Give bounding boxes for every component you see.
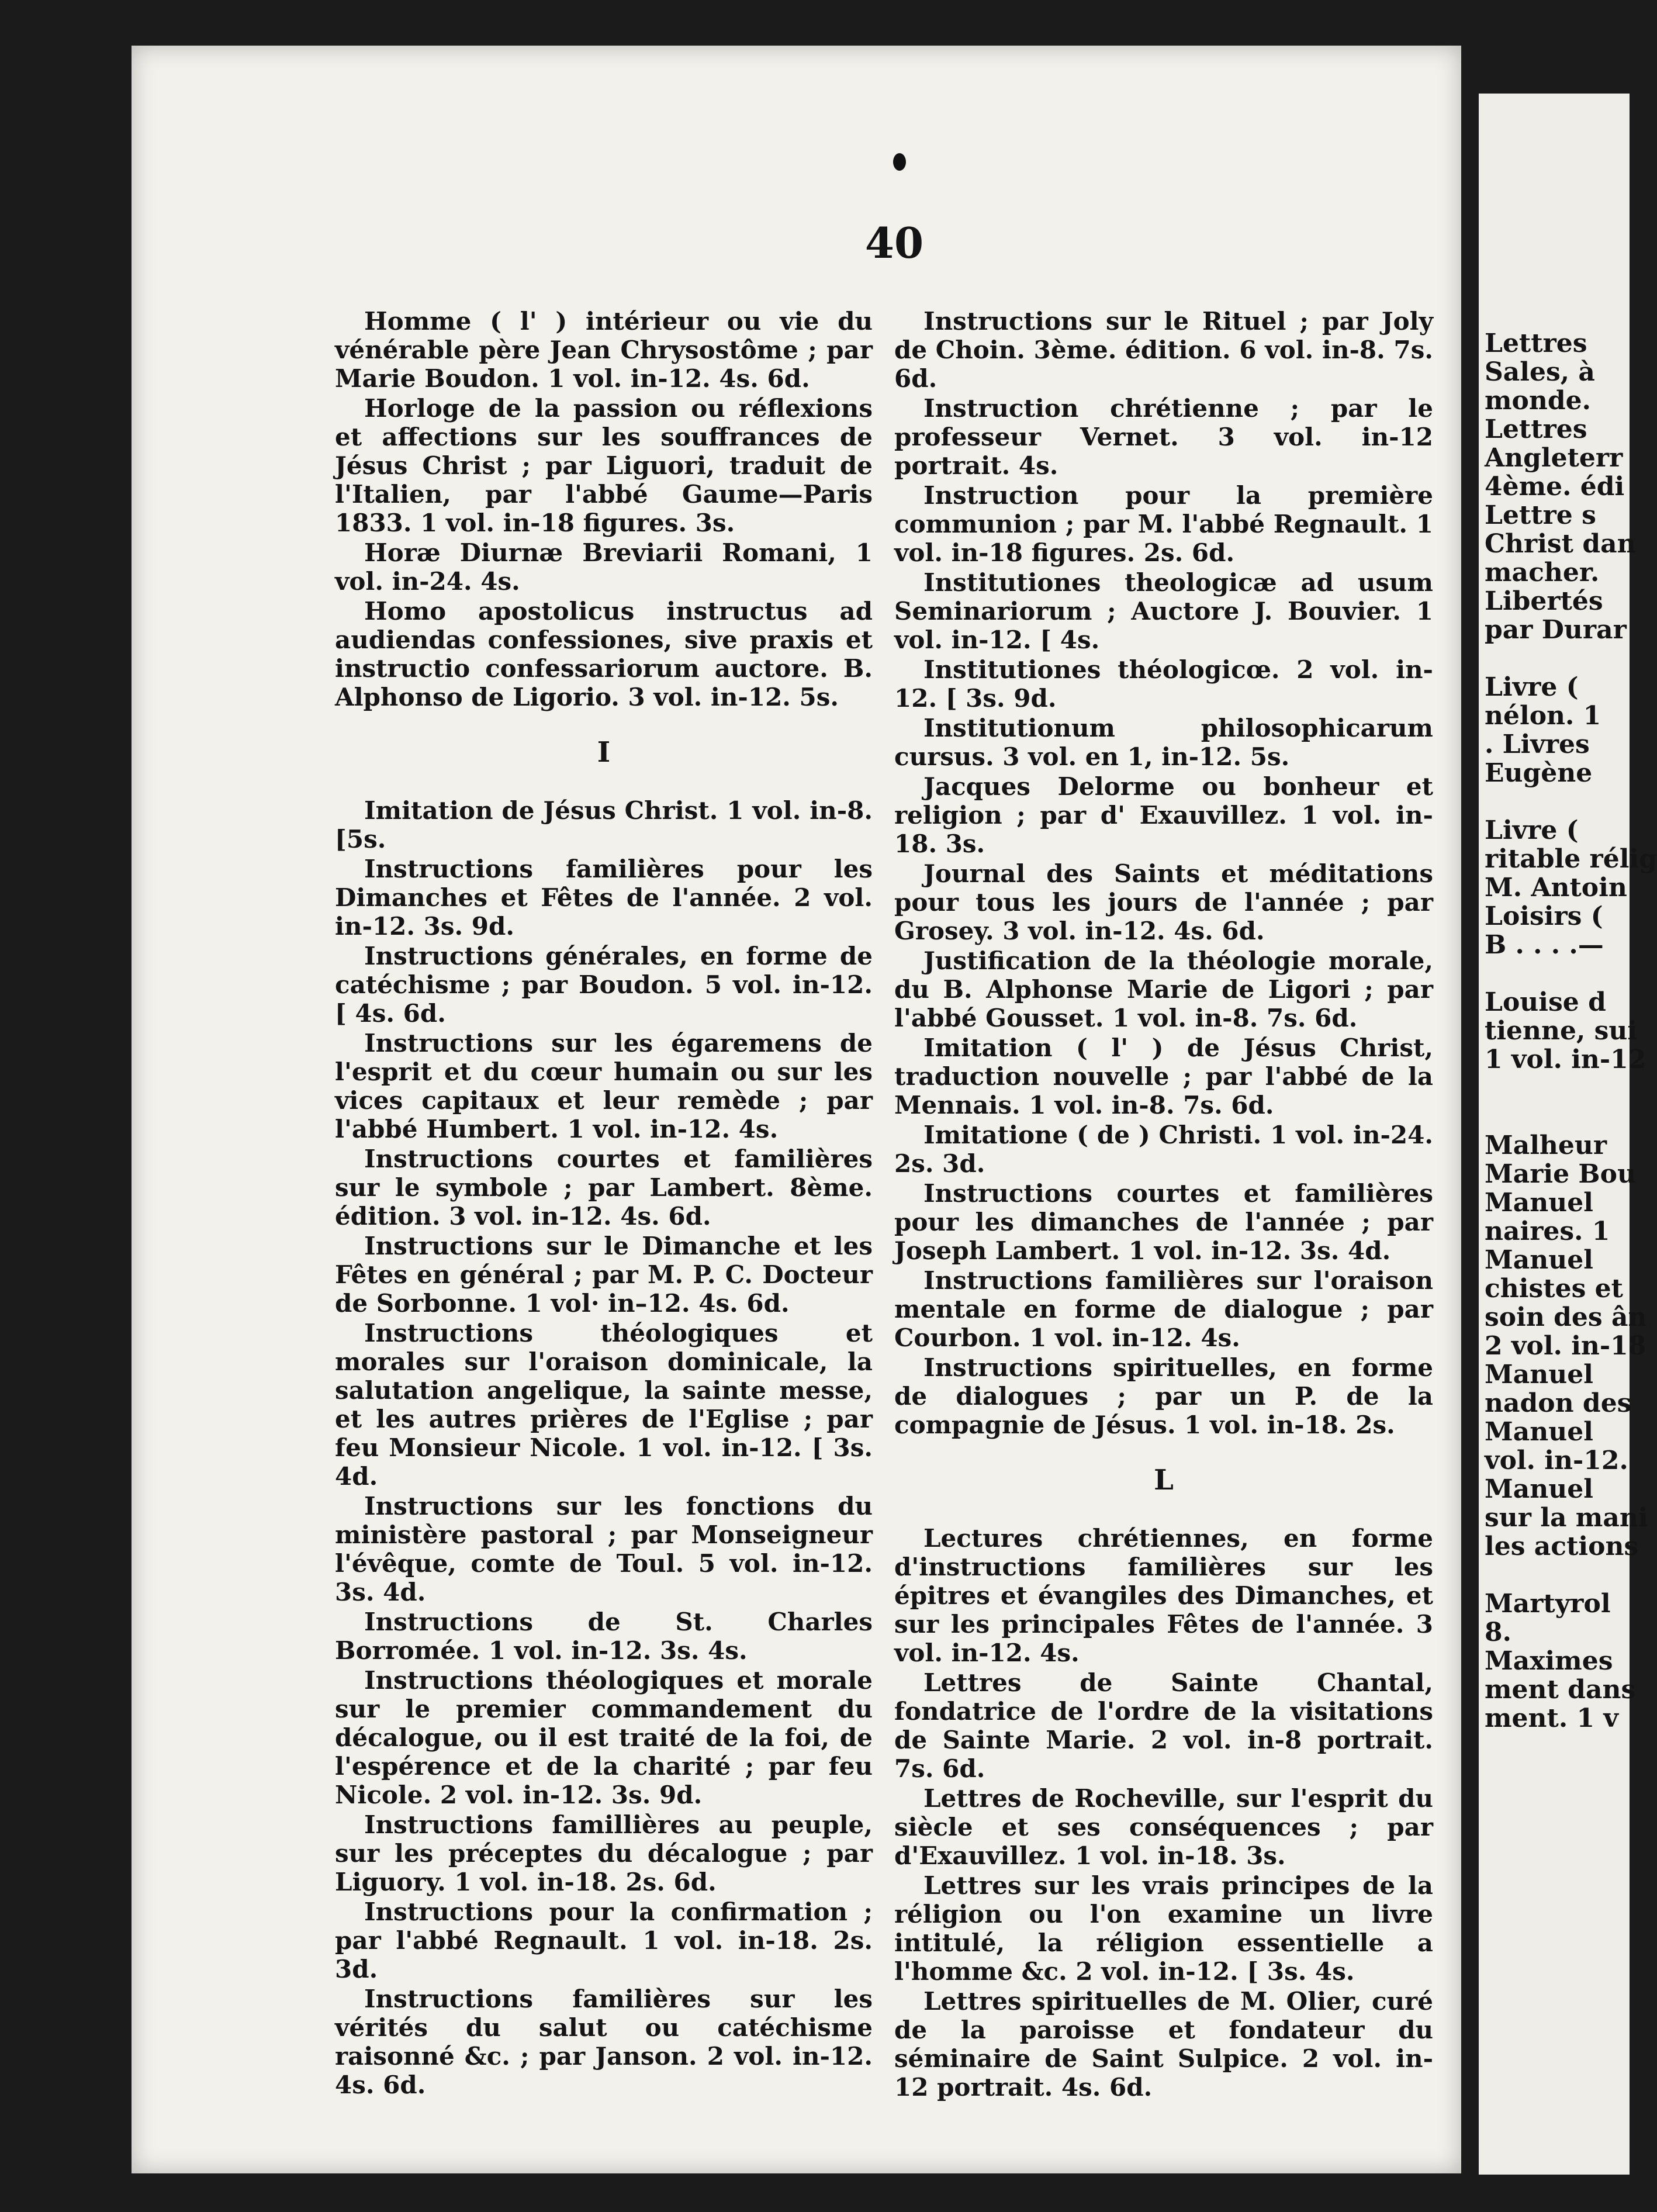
next-page-line: . Livres <box>1485 730 1590 759</box>
line-gap <box>1479 1102 1630 1131</box>
next-page-line: Sales, à <box>1485 357 1595 387</box>
right-column <box>894 307 1433 2103</box>
catalog-entry: Lettres de Rocheville, sur l'esprit du siècle et ses conséquences ; par d'Exauvillez. 1 vol. in-18. 3s. <box>894 1784 1433 1870</box>
catalog-entry: Instructions courtes et familières pour les dimanches de l'année ; par Joseph Lambert. 1 vol. in-12. 3s. 4d. <box>894 1179 1433 1265</box>
next-page-line: B . . . .— <box>1485 930 1604 960</box>
catalog-entry: Instructions pour la confirmation ; par l'abbé Regnault. 1 vol. in-18. 2s. 3d. <box>335 1898 873 1983</box>
catalog-entry: Instructions sur les fonctions du ministère pastoral ; par Monseigneur l'évêque, comte de Toul. 5 vol. in-12. 3s. 4d. <box>335 1492 873 1606</box>
catalog-entry: Lettres spirituelles de M. Olier, curé de la paroisse et fondateur du séminaire de Saint Sulpice. 2 vol. in-12 portrait. 4s. 6d. <box>894 1987 1433 2102</box>
next-page-line: ritable rélig <box>1485 844 1657 874</box>
next-page-line: Livre ( <box>1485 672 1579 702</box>
next-page-line: macher. <box>1485 558 1600 587</box>
catalog-entry: Lectures chrétiennes, en forme d'instructions familières sur les épitres et évangiles des Dimanches, et sur les principales Fêtes de l'année. 3 vol. in-12. 4s. <box>894 1524 1433 1667</box>
left-column <box>335 307 873 2100</box>
next-page-line: Martyrol <box>1485 1589 1611 1619</box>
next-page-line: tienne, sui <box>1485 1016 1638 1046</box>
next-page-line: ment. 1 v <box>1485 1703 1619 1733</box>
next-page-line: Libertés <box>1485 586 1603 616</box>
catalog-entry: Instructions spirituelles, en forme de dialogues ; par un P. de la compagnie de Jésus. 1 vol. in-18. 2s. <box>894 1353 1433 1439</box>
next-page-line: naires. 1 <box>1485 1216 1610 1246</box>
next-page-line: Manuel <box>1485 1360 1593 1390</box>
next-page-line: Malheur <box>1485 1131 1607 1160</box>
line-gap <box>1479 1074 1630 1102</box>
next-page-text <box>1479 94 1657 1733</box>
catalog-entry: Instruction pour la première communion ; par M. l'abbé Regnault. 1 vol. in-18 figures. 2s. 6d. <box>894 481 1433 567</box>
next-page-line: M. Antoin <box>1485 873 1627 903</box>
catalog-entry: Instructions courtes et familières sur le symbole ; par Lambert. 8ème. édition. 3 vol. in-12. 4s. 6d. <box>335 1145 873 1231</box>
next-page-line: monde. <box>1485 386 1591 416</box>
catalog-entry: Institutionum philosophicarum cursus. 3 vol. en 1, in-12. 5s. <box>894 714 1433 771</box>
page-number: 40 <box>864 218 924 268</box>
catalog-entry: Institutiones théologicœ. 2 vol. in-12. [ 3s. 9d. <box>894 655 1433 713</box>
catalog-entry: Journal des Saints et méditations pour tous les jours de l'année ; par Grosey. 3 vol. in-12. 4s. 6d. <box>894 859 1433 945</box>
line-gap <box>1479 644 1630 673</box>
next-page-line: Christ dan <box>1485 529 1636 559</box>
catalog-entry: Institutiones theologicæ ad usum Seminariorum ; Auctore J. Bouvier. 1 vol. in-12. [ 4s. <box>894 568 1433 654</box>
catalog-entry: Homo apostolicus instructus ad audiendas confessiones, sive praxis et instructio confessariorum auctore. B. Alphonso de Ligorio. 3 vol. in-12. 5s. <box>335 597 873 711</box>
next-page-line: Lettre s <box>1485 500 1596 530</box>
next-page-line: nadon des <box>1485 1388 1632 1418</box>
catalog-entry: Instruction chrétienne ; par le professeur Vernet. 3 vol. in-12 portrait. 4s. <box>894 394 1433 480</box>
catalog-entry: Instructions théologiques et morale sur le premier commandement du décalogue, ou il est traité de la foi, de l'espérence et de la charité ; par feu Nicole. 2 vol. in-12. 3s. 9d. <box>335 1666 873 1809</box>
next-page-line: Manuel <box>1485 1245 1593 1275</box>
catalog-entry: Lettres sur les vrais principes de la réligion ou l'on examine un livre intitulé, la réligion essentielle a l'homme &c. 2 vol. in-12. [ 3s. 4s. <box>894 1871 1433 1986</box>
next-page-line: Louise d <box>1485 987 1606 1017</box>
next-page-line: Angleterr <box>1485 443 1623 473</box>
catalog-entry: Justification de la théologie morale, du B. Alphonse Marie de Ligori ; par l'abbé Gousset. 1 vol. in-8. 7s. 6d. <box>894 946 1433 1032</box>
line-gap <box>1479 1561 1630 1589</box>
next-page-line: Manuel <box>1485 1188 1593 1218</box>
section-letter: I <box>597 736 611 769</box>
next-page-line: Maximes <box>1485 1646 1613 1676</box>
next-page-line: sur la mani <box>1485 1503 1648 1533</box>
line-gap <box>1479 787 1630 816</box>
catalog-entry: Instructions sur le Dimanche et les Fêtes en général ; par M. P. C. Docteur de Sorbonne. 1 vol· in–12. 4s. 6d. <box>335 1232 873 1318</box>
next-page-line: 4ème. édi <box>1485 472 1625 502</box>
catalog-entry: Instructions théologiques et morales sur l'oraison dominicale, la salutation angelique, la sainte messe, et les autres prières de l'Eglise ; par feu Monsieur Nicole. 1 vol. in-12. [ 3s. 4d. <box>335 1319 873 1491</box>
next-page-line: Lettres <box>1485 414 1587 444</box>
catalog-entry: Lettres de Sainte Chantal, fondatrice de l'ordre de la visitations de Sainte Marie. 2 vol. in-8 portrait. 7s. 6d. <box>894 1668 1433 1783</box>
next-page-line: nélon. 1 <box>1485 701 1601 731</box>
catalog-entry: Homme ( l' ) intérieur ou vie du vénérable père Jean Chrysostôme ; par Marie Boudon. 1 vol. in-12. 4s. 6d. <box>335 307 873 393</box>
catalog-entry: Imitatione ( de ) Christi. 1 vol. in-24. 2s. 3d. <box>894 1121 1433 1178</box>
next-page-fragment <box>1479 94 1657 2175</box>
next-page-line: vol. in-12. <box>1485 1446 1628 1475</box>
catalog-entry: Instructions familières sur l'oraison mentale en forme de dialogue ; par Courbon. 1 vol. in-12. 4s. <box>894 1266 1433 1352</box>
catalog-entry: Instructions de St. Charles Borromée. 1 vol. in-12. 3s. 4s. <box>335 1608 873 1665</box>
next-page-line: les actions <box>1485 1532 1639 1561</box>
next-page-line: soin des ân <box>1485 1302 1647 1332</box>
next-page-line: Eugène <box>1485 758 1593 788</box>
catalog-entry: Imitation de Jésus Christ. 1 vol. in-8. [5s. <box>335 796 873 853</box>
next-page-line: 2 vol. in-18 <box>1485 1331 1646 1361</box>
catalog-entry: Horloge de la passion ou réflexions et affections sur les souffrances de Jésus Christ ; par Liguori, traduit de l'Italien, par l'abbé Gaume—Paris 1833. 1 vol. in-18 figures. 3s. <box>335 394 873 537</box>
line-gap <box>1479 959 1630 988</box>
next-page-line: Manuel <box>1485 1417 1593 1447</box>
catalog-entry: Imitation ( l' ) de Jésus Christ, traduction nouvelle ; par l'abbé de la Mennais. 1 vol. in-8. 7s. 6d. <box>894 1034 1433 1119</box>
next-page-line: Marie Bou <box>1485 1159 1636 1189</box>
next-page-line: Manuel <box>1485 1474 1593 1504</box>
next-page-line: par Durar <box>1485 615 1627 645</box>
catalog-entry: Instructions familières sur les vérités du salut ou catéchisme raisonné &c. ; par Janson. 2 vol. in-12. 4s. 6d. <box>335 1985 873 2099</box>
catalog-entry: Instructions sur les égaremens de l'esprit et du cœur humain ou sur les vices capitaux et leur remède ; par l'abbé Humbert. 1 vol. in-12. 4s. <box>335 1029 873 1143</box>
ink-dot <box>893 153 906 171</box>
catalog-entry: Jacques Delorme ou bonheur et religion ; par d' Exauvillez. 1 vol. in-18. 3s. <box>894 772 1433 858</box>
catalog-entry: Instructions sur le Rituel ; par Joly de Choin. 3ème. édition. 6 vol. in-8. 7s. 6d. <box>894 307 1433 393</box>
section-letter: L <box>1154 1464 1174 1496</box>
catalog-entry: Instructions famillières au peuple, sur les préceptes du décalogue ; par Liguory. 1 vol. in-18. 2s. 6d. <box>335 1810 873 1896</box>
next-page-line: ment dans <box>1485 1675 1636 1705</box>
catalog-entry: Instructions familières pour les Dimanches et Fêtes de l'année. 2 vol. in-12. 3s. 9d. <box>335 855 873 941</box>
next-page-line: 1 vol. in-12 <box>1485 1045 1646 1074</box>
catalog-entry: Instructions générales, en forme de catéchisme ; par Boudon. 5 vol. in-12. [ 4s. 6d. <box>335 942 873 1028</box>
next-page-line: Livre ( <box>1485 815 1579 845</box>
next-page-line: chistes et <box>1485 1274 1623 1304</box>
next-page-line: Loisirs ( <box>1485 901 1603 931</box>
next-page-line: 8. <box>1485 1617 1511 1647</box>
next-page-line: Lettres <box>1485 329 1587 358</box>
catalog-entry: Horæ Diurnæ Breviarii Romani, 1 vol. in-24. 4s. <box>335 538 873 596</box>
